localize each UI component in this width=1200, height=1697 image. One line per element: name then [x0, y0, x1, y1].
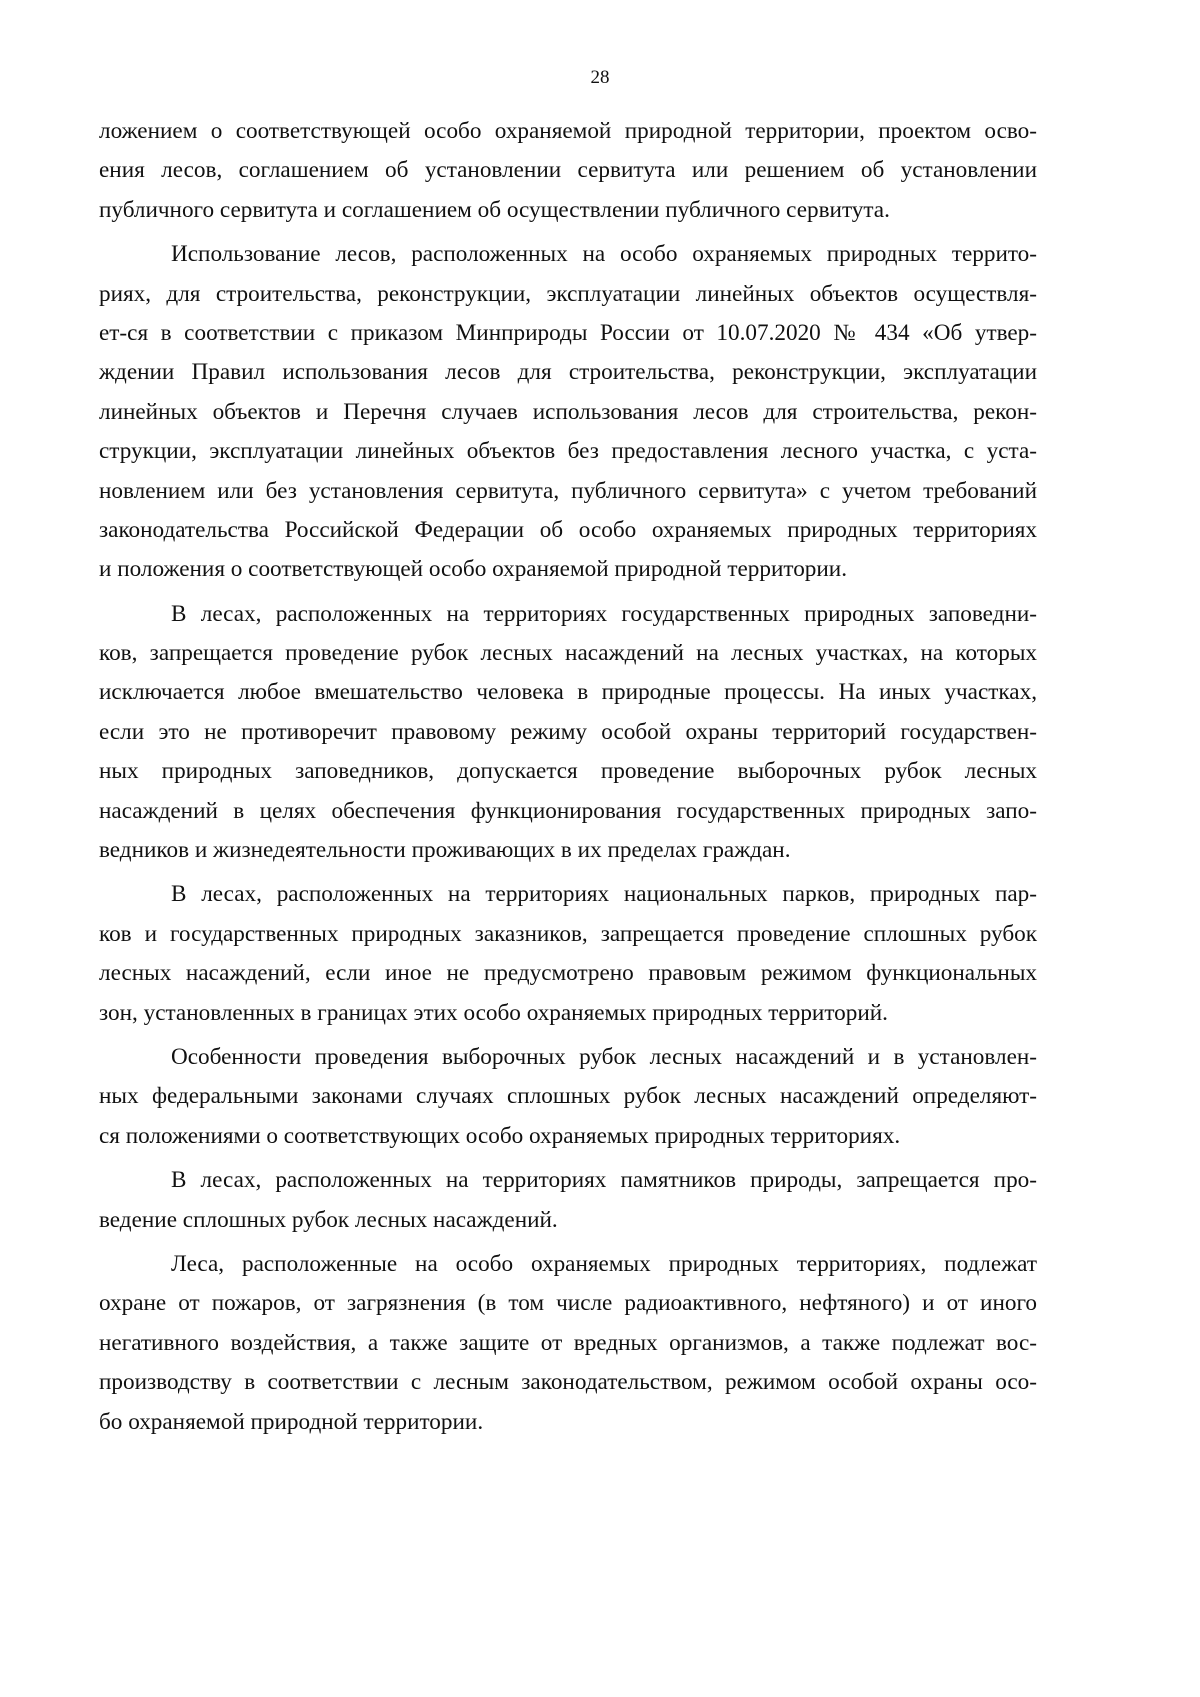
text-line: ных природных заповедников, допускается проведение выборочных рубок лесных	[99, 758, 1037, 785]
text-line: и положения о соответствующей особо охраняемой природной территории.	[99, 556, 848, 583]
paragraph	[99, 1245, 1037, 1442]
text-line: если это не противоречит правовому режиму особой охраны территорий государствен-	[99, 718, 1037, 745]
text-line: законодательства Российской Федерации об особо охраняемых природных территориях	[99, 516, 1037, 543]
text-line: ных федеральными законами случаях сплошных рубок лесных насаждений определяют-	[99, 1083, 1037, 1110]
text-line: линейных объектов и Перечня случаев использования лесов для строительства, рекон-	[99, 398, 1037, 425]
text-line: ет-ся в соответствии с приказом Минприроды России от 10.07.2020 № 434 «Об утвер-	[99, 319, 1037, 346]
text-line: зон, установленных в границах этих особо охраняемых природных территорий.	[99, 999, 888, 1026]
text-line: лесных насаждений, если иное не предусмотрено правовым режимом функциональных	[99, 960, 1037, 987]
text-line: производству в соответствии с лесным законодательством, режимом особой охраны осо-	[99, 1369, 1037, 1396]
paragraph	[99, 235, 1037, 590]
text-line: Использование лесов, расположенных на особо охраняемых природных террито-	[171, 241, 1037, 268]
paragraph	[99, 875, 1037, 1033]
text-line: насаждений в целях обеспечения функционирования государственных природных запо-	[99, 797, 1037, 824]
text-line: ков и государственных природных заказников, запрещается проведение сплошных рубок	[99, 920, 1037, 947]
paragraph	[99, 1038, 1037, 1156]
text-line: ков, запрещается проведение рубок лесных насаждений на лесных участках, на которых	[99, 640, 1037, 667]
text-line: ся положениями о соответствующих особо охраняемых природных территориях.	[99, 1122, 901, 1149]
paragraph	[99, 112, 1037, 230]
text-line: В лесах, расположенных на территориях национальных парков, природных пар-	[171, 881, 1037, 908]
text-line: В лесах, расположенных на территориях государственных природных заповедни-	[171, 600, 1037, 627]
text-line: ложением о соответствующей особо охраняемой природной территории, проектом осво-	[99, 118, 1037, 144]
text-line: новлением или без установления сервитута, публичного сервитута» с учетом требований	[99, 477, 1037, 504]
text-line: риях, для строительства, реконструкции, эксплуатации линейных объектов осуществля-	[99, 280, 1037, 307]
text-line: Леса, расположенные на особо охраняемых природных территориях, подлежат	[171, 1250, 1037, 1277]
text-line: Особенности проведения выборочных рубок лесных насаждений и в установлен-	[171, 1043, 1037, 1070]
text-line: публичного сервитута и соглашением об осуществлении публичного сервитута.	[99, 196, 890, 223]
text-line: ведение сплошных рубок лесных насаждений.	[99, 1206, 558, 1233]
paragraph	[99, 595, 1037, 871]
text-line: ждении Правил использования лесов для строительства, реконструкции, эксплуатации	[99, 359, 1037, 386]
page-number: 28	[590, 67, 610, 88]
text-line: ения лесов, соглашением об установлении сервитута или решением об установлении	[99, 157, 1037, 184]
text-line: В лесах, расположенных на территориях памятников природы, запрещается про-	[171, 1167, 1037, 1194]
text-line: бо охраняемой природной территории.	[99, 1408, 484, 1435]
text-line: охране от пожаров, от загрязнения (в том числе радиоактивного, нефтяного) и от иного	[99, 1290, 1037, 1317]
text-line: негативного воздействия, а также защите от вредных организмов, а также подлежат вос-	[99, 1329, 1037, 1356]
paragraph	[99, 1161, 1037, 1240]
text-line: струкции, эксплуатации линейных объектов без предоставления лесного участка, с уста-	[99, 438, 1037, 465]
document-body	[99, 112, 1037, 1442]
text-line: исключается любое вмешательство человека в природные процессы. На иных участках,	[99, 679, 1037, 706]
text-line: ведников и жизнедеятельности проживающих в их пределах граждан.	[99, 837, 791, 864]
